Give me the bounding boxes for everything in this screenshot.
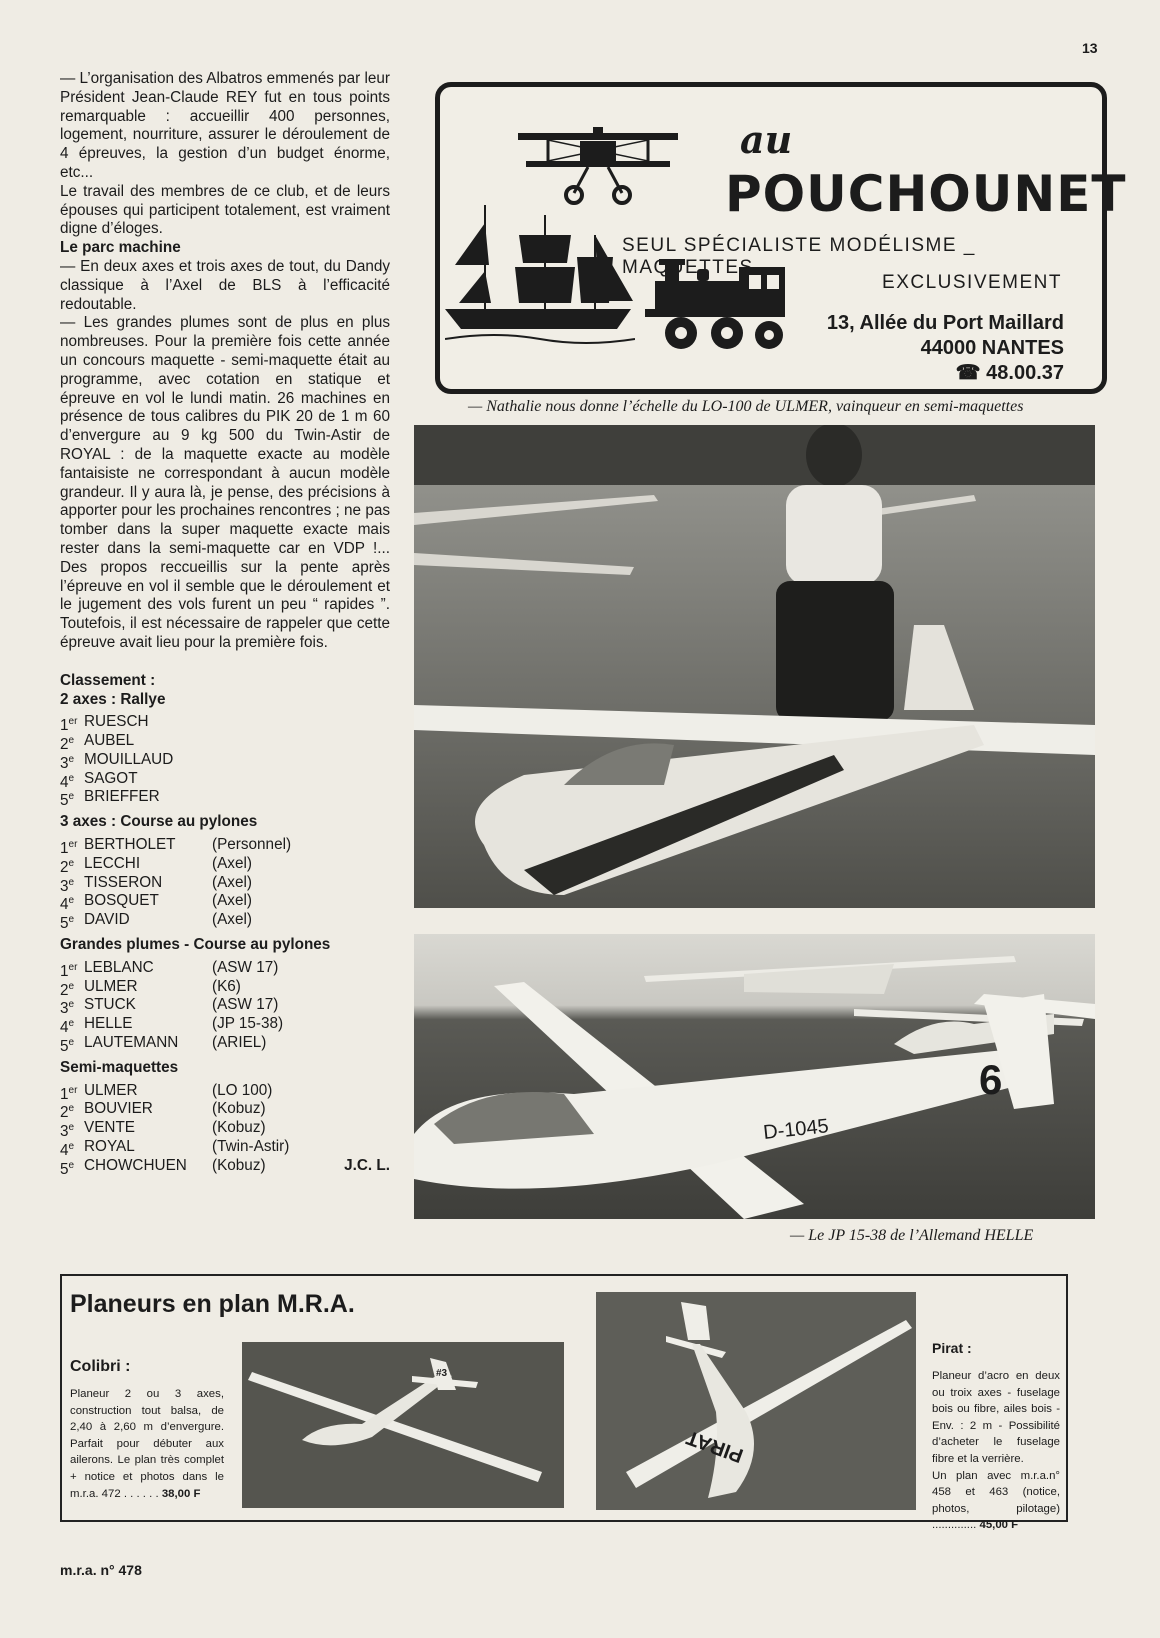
ranking-entry (60, 959, 390, 978)
competitor-model: (LO 100) (212, 1081, 273, 1099)
ad-exclusive: EXCLUSIVEMENT (882, 272, 1062, 293)
competitor-name: LAUTEMANN (84, 1034, 179, 1052)
ranking-entry (60, 1082, 390, 1101)
classement-title: Classement : (60, 671, 156, 689)
rank-suffix: e (68, 1037, 75, 1049)
rank-suffix: e (68, 914, 75, 926)
competitor-name: AUBEL (84, 732, 135, 750)
ranking-entry (60, 788, 390, 810)
rank-position (60, 959, 84, 978)
competitor-model: (Twin-Astir) (212, 1138, 290, 1156)
ad-shop-name: POUCHOUNET (725, 165, 1127, 223)
rank-position (60, 836, 84, 858)
rank-suffix: e (68, 1159, 75, 1171)
competitor-name: BRIEFFER (84, 788, 160, 806)
ranking-entry (60, 770, 390, 789)
rank-suffix: e (68, 857, 75, 869)
rank-number: 2 (60, 736, 69, 754)
rank-number: 4 (60, 896, 69, 914)
ranking-entry (60, 1138, 390, 1160)
ranking-entry (60, 732, 390, 754)
ranking-list (60, 958, 390, 1056)
ranking-entry (60, 996, 390, 1018)
ranking-list (60, 1082, 390, 1176)
rank-suffix: e (68, 753, 75, 765)
rank-suffix: e (68, 1122, 75, 1134)
pirat-description (932, 1368, 1060, 1534)
rank-number: 2 (60, 858, 69, 876)
pirat-desc-plan: Un plan avec m.r.a.n° 458 et 463 (notice, photos, pilotage) .............. (932, 1469, 1060, 1532)
competitor-model: (JP 15-38) (212, 1015, 284, 1033)
competitor-name: ROYAL (84, 1138, 135, 1156)
ranking-list (60, 713, 390, 810)
ranking-entry (60, 978, 390, 997)
ad-au: au (740, 117, 793, 162)
rank-number: 1 (60, 962, 69, 980)
fin-number-6: 6 (979, 1056, 1003, 1103)
rank-number: 1 (60, 1085, 69, 1103)
rank-position (60, 892, 84, 914)
rank-position (60, 1138, 84, 1160)
rank-position (60, 1082, 84, 1101)
classement-categories (60, 691, 390, 1176)
rank-position (60, 788, 84, 810)
competitor-name: RUESCH (84, 713, 149, 731)
rank-number: 2 (60, 1104, 69, 1122)
rank-number: 3 (60, 754, 69, 772)
competitor-name: CHOWCHUEN (84, 1156, 187, 1174)
rank-suffix: e (68, 1018, 75, 1030)
ranking-entry (60, 1157, 390, 1176)
competitor-model: (ASW 17) (212, 996, 279, 1014)
rank-position (60, 713, 84, 735)
rank-number: 4 (60, 1019, 69, 1037)
pirat-title: Pirat : (932, 1340, 972, 1356)
ranking-list (60, 836, 390, 933)
ranking-entry (60, 892, 390, 914)
rank-position (60, 1015, 84, 1037)
rank-position (60, 1034, 84, 1056)
competitor-name: VENTE (84, 1119, 135, 1137)
subheading-parc-machine: Le parc machine (60, 239, 181, 257)
rank-number: 3 (60, 1123, 69, 1141)
category-title: Grandes plumes - Course au pylones (60, 936, 331, 954)
competitor-model: (Axel) (212, 911, 252, 929)
rank-suffix: er (68, 1084, 78, 1096)
rank-number: 4 (60, 773, 69, 791)
category-title: 3 axes : Course au pylones (60, 813, 258, 831)
rank-position (60, 751, 84, 770)
rank-number: 1 (60, 840, 69, 858)
competitor-name: STUCK (84, 996, 136, 1014)
rank-suffix: e (68, 895, 75, 907)
pirat-price: 45,00 F (979, 1519, 1019, 1532)
ranking-entry (60, 1015, 390, 1037)
rank-suffix: er (68, 716, 78, 728)
rank-suffix: e (68, 1103, 75, 1115)
competitor-model: (ASW 17) (212, 958, 279, 976)
article-intro: — L’organisation des Albatros emmenés par leur Président Jean-Claude REY fut en tous points remarquable : accueillir 400 personnes, logement, nourriture, assurer le déroulement de 4 épreuves, la gestion d’un budget énorme, etc... (60, 70, 390, 181)
category-title: Semi-maquettes (60, 1058, 179, 1076)
ranking-entry (60, 751, 390, 770)
competitor-name: BOUVIER (84, 1100, 153, 1118)
article-column (60, 70, 390, 1176)
article-para-2: — Les grandes plumes sont de plus en plus nombreuses. Pour la première fois cette année un concours maquette - semi-maquette était au programme, avec cotation en statique et épreuve en vol le lundi matin. 26 machines en présence de tous calibres du PIK 20 de 1 m 60 d’envergure au 9 kg 500 du Twin-Astir de ROYAL : de la maquette exacte au modèle fantaisiste ne correspondant à aucun modèle grandeur. Il y aura là, je pense, des précisions à apporter pour les prochaines rencontres ; ne pas tomber dans la super maquette exacte mais rester dans la semi-maquette car en VDP !... Des propos reccueillis sur la pente après l’épreuve en vol il semble que le déroulement et le jugement des vols furent un peu “ rapides ”. Toutefois, il est nécessaire de rappeler que cette épreuve avait lieu pour la première fois. (60, 314, 390, 651)
article-intro-2: Le travail des membres de ce club, et de leurs épouses qui participent totalement, est vraiment digne d’éloges. (60, 182, 390, 238)
competitor-name: SAGOT (84, 769, 138, 787)
competitor-model: (Axel) (212, 892, 252, 910)
photo-pirat-glider (596, 1292, 916, 1510)
rank-position (60, 1119, 84, 1141)
rank-suffix: e (68, 772, 75, 784)
colibri-fin-mark: #3 (436, 1368, 448, 1379)
ranking-entry (60, 1119, 390, 1141)
sailing-ship-icon (445, 205, 635, 355)
rank-position (60, 770, 84, 789)
rank-number: 1 (60, 717, 69, 735)
competitor-name: BERTHOLET (84, 836, 176, 854)
mra-box-title: Planeurs en plan M.R.A. (70, 1290, 355, 1318)
footer-issue: m.r.a. n° 478 (60, 1562, 142, 1578)
rank-suffix: e (68, 876, 75, 888)
rank-number: 5 (60, 792, 69, 810)
registration-mark: D-1045 (762, 1115, 830, 1144)
competitor-model: (Personnel) (212, 836, 292, 854)
photo-caption-1: — Nathalie nous donne l’échelle du LO-100 de ULMER, vainqueur en semi-maquettes (468, 398, 1024, 415)
photo-jp1538-glider (414, 934, 1095, 1219)
colibri-desc-text: Planeur 2 ou 3 axes, construction tout balsa, de 2,40 à 2,60 m d’envergure. Parfait pour débuter aux ailerons. Le plan très complet + notice et photos dans le m.r.a. 472 . . . . . . (70, 1388, 224, 1500)
rank-suffix: e (68, 999, 75, 1011)
competitor-name: LECCHI (84, 854, 141, 872)
competitor-name: HELLE (84, 1015, 133, 1033)
rank-suffix: er (68, 961, 78, 973)
rank-suffix: e (68, 980, 75, 992)
ad-city: 44000 NANTES (920, 337, 1064, 359)
rank-position (60, 855, 84, 874)
rank-suffix: e (68, 735, 75, 747)
rank-number: 5 (60, 915, 69, 933)
rank-number: 5 (60, 1038, 69, 1056)
ranking-entry (60, 855, 390, 874)
advertisement-pouchounet (435, 82, 1127, 394)
rank-number: 3 (60, 877, 69, 895)
competitor-name: DAVID (84, 911, 130, 929)
ranking-entry (60, 713, 390, 735)
ad-phone (956, 360, 1064, 385)
colibri-title: Colibri : (70, 1358, 131, 1375)
photo-caption-2: — Le JP 15-38 de l’Allemand HELLE (790, 1227, 1034, 1244)
colibri-description (70, 1386, 224, 1502)
article-para-1: — En deux axes et trois axes de tout, du Dandy classique à l’Axel de BLS à l’efficacité redoutable. (60, 257, 390, 313)
competitor-model: (ARIEL) (212, 1034, 267, 1052)
competitor-model: (Kobuz) (212, 1156, 266, 1174)
pirat-desc-text: Planeur d’acro en deux ou troix axes - fuselage bois ou fibre, ailes bois - Env. : 2 m - Possibilité d’acheter le fuselage fibre et la verrière. (932, 1370, 1060, 1465)
photo-colibri-glider (242, 1342, 564, 1508)
photo-lo100-glider (414, 425, 1095, 908)
ad-phone-number: 48.00.37 (986, 362, 1064, 384)
ad-street: 13, Allée du Port Maillard (826, 312, 1064, 334)
ranking-entry (60, 874, 390, 893)
rank-position (60, 996, 84, 1018)
rank-position (60, 732, 84, 754)
rank-position (60, 874, 84, 893)
rank-position (60, 911, 84, 933)
rank-suffix: e (68, 791, 75, 803)
classement-section (60, 672, 390, 1176)
biplane-icon (518, 127, 678, 207)
colibri-price: 38,00 F (161, 1487, 201, 1500)
ranking-entry (60, 1100, 390, 1122)
ranking-entry (60, 836, 390, 858)
rank-position (60, 1157, 84, 1176)
competitor-model: (Axel) (212, 854, 252, 872)
rank-position (60, 1100, 84, 1122)
competitor-model: (Kobuz) (212, 1119, 266, 1137)
competitor-model: (K6) (212, 977, 241, 995)
rank-number: 2 (60, 981, 69, 999)
page-number: 13 (1082, 40, 1098, 56)
pirat-wing-mark: PIRAT (683, 1425, 747, 1467)
competitor-model: (Kobuz) (212, 1100, 266, 1118)
telephone-icon: ☎ (955, 362, 981, 384)
rank-suffix: e (68, 1141, 75, 1153)
ad-tagline: SEUL SPÉCIALISTE MODÉLISME _ MAQUETTES (622, 235, 976, 278)
competitor-name: BOSQUET (84, 892, 159, 910)
rank-number: 5 (60, 1160, 69, 1178)
ranking-entry (60, 911, 390, 933)
rank-suffix: er (68, 839, 78, 851)
rank-number: 4 (60, 1142, 69, 1160)
competitor-name: ULMER (84, 1081, 138, 1099)
ranking-entry (60, 1034, 390, 1056)
competitor-name: LEBLANC (84, 958, 154, 976)
competitor-name: TISSERON (84, 873, 163, 891)
competitor-name: MOUILLAUD (84, 750, 174, 768)
rank-number: 3 (60, 1000, 69, 1018)
category-title: 2 axes : Rallye (60, 690, 166, 708)
competitor-name: ULMER (84, 977, 138, 995)
competitor-model: (Axel) (212, 873, 252, 891)
rank-position (60, 978, 84, 997)
mra-plans-box (60, 1274, 1068, 1532)
signature: J.C. L. (344, 1156, 390, 1174)
